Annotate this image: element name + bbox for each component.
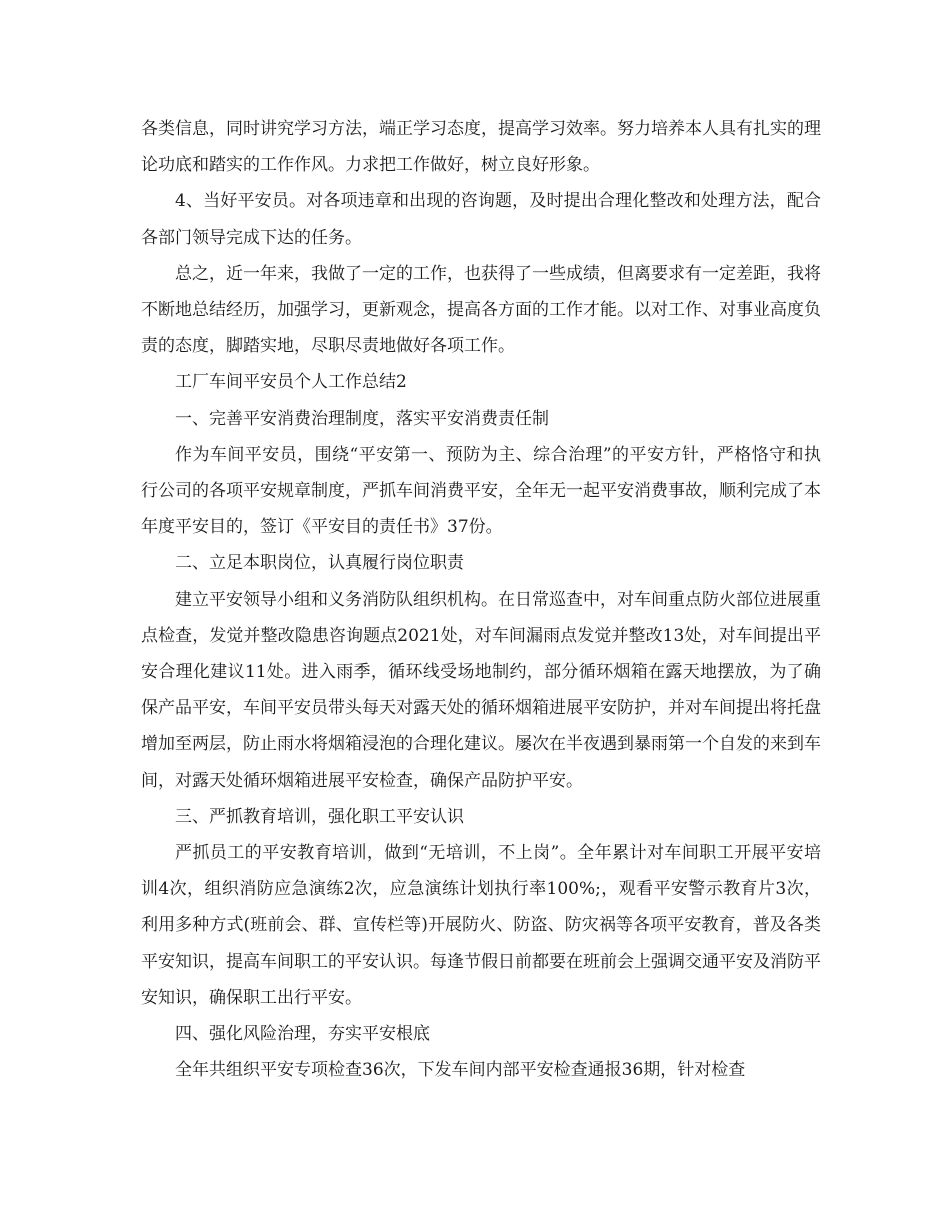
- paragraph-continuation: 各类信息，同时讲究学习方法，端正学习态度，提高学习效率。努力培养本人具有扎实的理论功底和踏实的工作作风。力求把工作做好，树立良好形象。: [141, 119, 821, 176]
- paragraph-section-1: 作为车间平安员，围绕“平安第一、预防为主、综合治理”的平安方针，严格恪守和执行公司的各项平安规章制度，严抓车间消费平安，全年无一起平安消费事故，顺利完成了本年度平安目的，签订《平安目的责任书》37份。: [141, 444, 821, 538]
- paragraph-section-3: 严抓员工的平安教育培训，做到“无培训，不上岗”。全年累计对车间职工开展平安培训4次，组织消防应急演练2次，应急演练计划执行率100%;，观看平安警示教育片3次，利用多种方式(班前会、群、宣传栏等)开展防火、防盗、防灾祸等各项平安教育，普及各类平安知识，提高车间职工的平安认识。每逢节假日前都要在班前会上强调交通平安及消防平安知识，确保职工出行平安。: [141, 843, 821, 1008]
- heading-section-4: 四、强化风险治理，夯实平安根底: [175, 1024, 430, 1045]
- paragraph-section-4: 全年共组织平安专项检查36次，下发车间内部平安检查通报36期，针对检查: [175, 1060, 746, 1081]
- paragraph-conclusion: 总之，近一年来，我做了一定的工作，也获得了一些成绩，但离要求有一定差距，我将不断地总结经历，加强学习，更新观念，提高各方面的工作才能。以对工作、对事业高度负责的态度，脚踏实地，尽职尽责地做好各项工作。: [141, 263, 821, 357]
- heading-section-1: 一、完善平安消费治理制度，落实平安消费责任制: [175, 408, 549, 429]
- section-title-summary-2: 工厂车间平安员个人工作总结2: [175, 372, 407, 393]
- document-body: [141, 111, 821, 1088]
- paragraph-section-2: 建立平安领导小组和义务消防队组织机构。在日常巡查中，对车间重点防火部位进展重点检查，发觉并整改隐患咨询题点2021处，对车间漏雨点发觉并整改13处，对车间提出平安合理化建议11处。进入雨季，循环线受场地制约，部分循环烟箱在露天地摆放，为了确保产品平安，车间平安员带头每天对露天处的循环烟箱进展平安防护，并对车间提出将托盘增加至两层，防止雨水将烟箱浸泡的合理化建议。屡次在半夜遇到暴雨第一个自发的来到车间，对露天处循环烟箱进展平安检查，确保产品防护平安。: [141, 589, 821, 791]
- heading-section-2: 二、立足本职岗位，认真履行岗位职责: [175, 553, 464, 574]
- paragraph-safety-officer-item-4: 4、当好平安员。对各项违章和出现的咨询题，及时提出合理化整改和处理方法，配合各部门领导完成下达的任务。: [141, 191, 821, 248]
- heading-section-3: 三、严抓教育培训，强化职工平安认识: [175, 806, 464, 827]
